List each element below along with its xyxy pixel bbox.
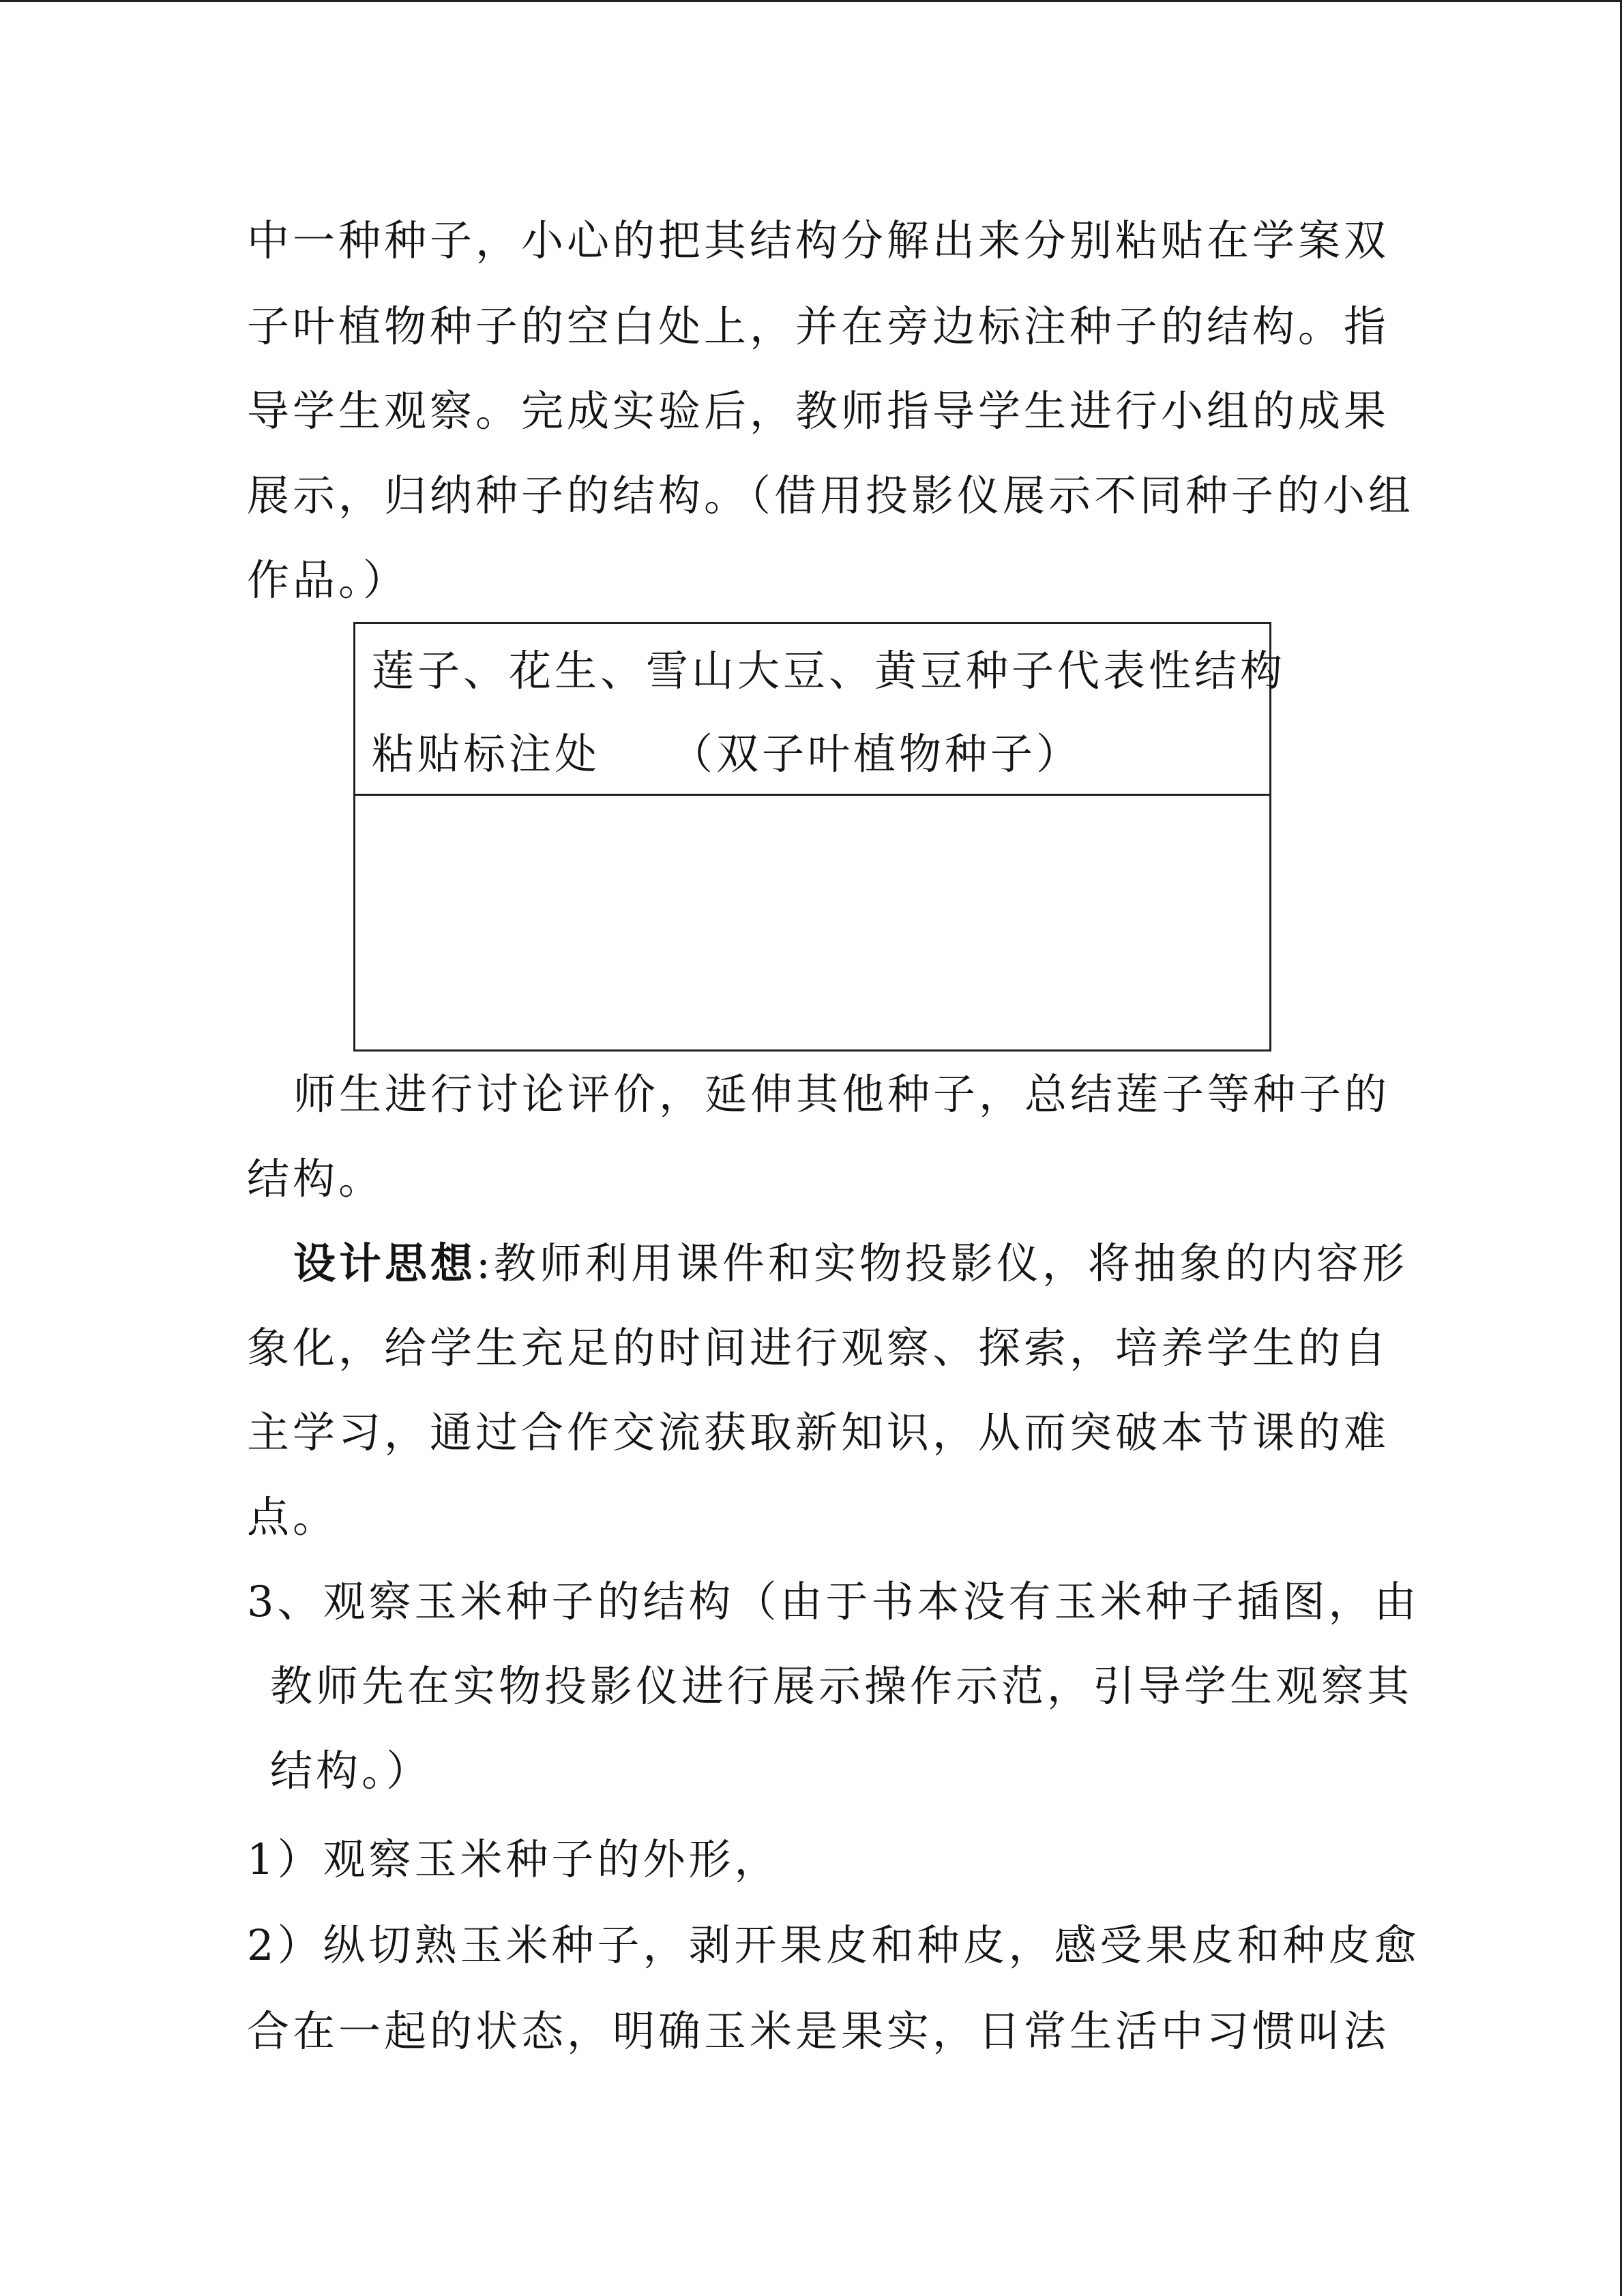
text-line: 结构。 xyxy=(247,1154,385,1204)
text-line: 教师先在实物投影仪进行展示操作示范，引导学生观察其 xyxy=(270,1661,1413,1711)
text-line: 象化，给学生充足的时间进行观察、探索，培养学生的自 xyxy=(247,1323,1390,1373)
seed-structure-table xyxy=(353,622,1286,1052)
text-line: 展示，归纳种子的结构。（借用投影仪展示不同种子的小组 xyxy=(247,471,1415,520)
text-line: 作品。） xyxy=(247,555,409,605)
text-line: 中一种种子，小心的把其结构分解出来分别粘贴在学案双 xyxy=(247,215,1390,265)
table-blank-cell xyxy=(355,796,1269,1049)
text-line: 导学生观察。完成实验后，教师指导学生进行小组的成果 xyxy=(247,386,1390,436)
text-line: 主学习，通过合作交流获取新知识，从而突破本节课的难 xyxy=(247,1407,1390,1457)
design-thought-label: 设计思想 xyxy=(293,1238,477,1288)
table-header-line: 莲子、花生、雪山大豆、黄豆种子代表性结构 xyxy=(372,646,1286,696)
list-item: 3、观察玉米种子的结构（由于书本没有玉米种子插图，由 xyxy=(247,1577,1420,1626)
text-line: 点。 xyxy=(247,1492,339,1542)
list-item: 2）纵切熟玉米种子，剥开果皮和种皮，感受果皮和种皮愈 xyxy=(247,1920,1420,1970)
design-thought-line xyxy=(293,1240,1408,1287)
table-header-line: 粘贴标注处 （双子叶植物种子） xyxy=(372,729,1082,779)
text-line: 子叶植物种子的空白处上，并在旁边标注种子的结构。指 xyxy=(247,301,1390,351)
design-thought-text: :教师利用课件和实物投影仪，将抽象的内容形 xyxy=(476,1238,1408,1288)
list-item: 1）观察玉米种子的外形， xyxy=(247,1834,780,1884)
text-line: 师生进行讨论评价，延伸其他种子，总结莲子等种子的 xyxy=(293,1069,1391,1119)
text-line: 结构。） xyxy=(270,1746,432,1795)
table-header-cell xyxy=(355,624,1286,796)
text-line: 合在一起的状态，明确玉米是果实，日常生活中习惯叫法 xyxy=(247,2006,1390,2056)
